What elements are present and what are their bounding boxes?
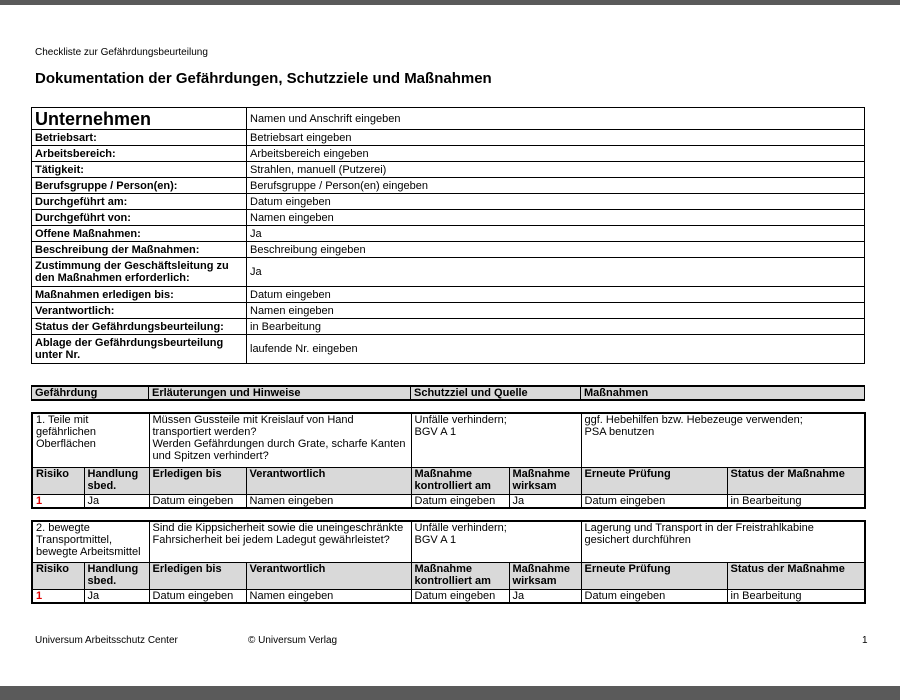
info-row [32, 146, 865, 162]
hazard-name: 1. Teile mit gefährlichen Oberflächen [32, 413, 149, 467]
column-header-erlaeuterungen: Erläuterungen und Hinweise [149, 386, 411, 400]
sub-header-kontrolliert: Maßnahme kontrolliert am [411, 467, 509, 494]
hazard-sub-header [32, 562, 865, 589]
kontrolliert-value[interactable]: Datum eingeben [411, 494, 509, 508]
info-label: Durchgeführt am: [32, 194, 247, 210]
hazard-values-row [32, 494, 865, 508]
info-label: Arbeitsbereich: [32, 146, 247, 162]
info-value[interactable]: Ja [247, 258, 865, 287]
sub-header-pruefung: Erneute Prüfung [581, 562, 727, 589]
info-value[interactable]: in Bearbeitung [247, 319, 865, 335]
erledigen-value[interactable]: Datum eingeben [149, 494, 246, 508]
hazard-measures: Lagerung und Transport in der Freistrahlkabine gesichert durchführen [581, 521, 865, 562]
sub-header-verantwortlich: Verantwortlich [246, 467, 411, 494]
info-label: Maßnahmen erledigen bis: [32, 287, 247, 303]
column-header-gefaehrdung: Gefährdung [32, 386, 149, 400]
info-row [32, 319, 865, 335]
footer-copyright: © Universum Verlag [248, 635, 338, 646]
wirksam-value[interactable]: Ja [509, 589, 581, 603]
top-frame-bar [0, 0, 900, 5]
info-value[interactable]: Datum eingeben [247, 287, 865, 303]
company-name-value[interactable]: Namen und Anschrift eingeben [247, 108, 865, 130]
hazard-explanation: Sind die Kippsicherheit sowie die uneingeschränkte Fahrsicherheit bei jedem Ladegut gewährleistet? [149, 521, 411, 562]
info-label: Tätigkeit: [32, 162, 247, 178]
verantwortlich-value[interactable]: Namen eingeben [246, 494, 411, 508]
sub-header-handlung: Handlung sbed. [84, 467, 149, 494]
info-row [32, 210, 865, 226]
info-value[interactable]: Namen eingeben [247, 210, 865, 226]
sub-header-handlung: Handlung sbed. [84, 562, 149, 589]
info-row [32, 194, 865, 210]
info-value[interactable]: Arbeitsbereich eingeben [247, 146, 865, 162]
hazard-table-header [31, 385, 865, 401]
info-value[interactable]: Berufsgruppe / Person(en) eingeben [247, 178, 865, 194]
sub-header-erledigen: Erledigen bis [149, 562, 246, 589]
risk-value[interactable]: 1 [32, 494, 84, 508]
info-value[interactable]: Datum eingeben [247, 194, 865, 210]
info-row [32, 162, 865, 178]
hazard-protection-goal: Unfälle verhindern; BGV A 1 [411, 521, 581, 562]
info-row [32, 226, 865, 242]
column-header-massnahmen: Maßnahmen [581, 386, 865, 400]
info-row [32, 335, 865, 364]
erledigen-value[interactable]: Datum eingeben [149, 589, 246, 603]
doc-caption: Checkliste zur Gefährdungsbeurteilung [35, 47, 208, 58]
sub-header-status: Status der Maßnahme [727, 562, 865, 589]
sub-header-status: Status der Maßnahme [727, 467, 865, 494]
info-label: Beschreibung der Maßnahmen: [32, 242, 247, 258]
info-label: Zustimmung der Geschäftsleitung zu den Maßnahmen erforderlich: [32, 258, 247, 287]
info-row [32, 287, 865, 303]
kontrolliert-value[interactable]: Datum eingeben [411, 589, 509, 603]
pruefung-value[interactable]: Datum eingeben [581, 494, 727, 508]
status-value[interactable]: in Bearbeitung [727, 589, 865, 603]
info-label: Verantwortlich: [32, 303, 247, 319]
info-row [32, 258, 865, 287]
info-value[interactable]: Beschreibung eingeben [247, 242, 865, 258]
info-label: Ablage der Gefährdungsbeurteilung unter Nr. [32, 335, 247, 364]
hazard-sub-header [32, 467, 865, 494]
info-label: Status der Gefährdungsbeurteilung: [32, 319, 247, 335]
sub-header-wirksam: Maßnahme wirksam [509, 467, 581, 494]
hazard-values-row [32, 589, 865, 603]
hazard-protection-goal: Unfälle verhindern; BGV A 1 [411, 413, 581, 467]
status-value[interactable]: in Bearbeitung [727, 494, 865, 508]
wirksam-value[interactable]: Ja [509, 494, 581, 508]
info-row [32, 178, 865, 194]
sub-header-risiko: Risiko [32, 562, 84, 589]
hazard-block-2 [31, 520, 866, 604]
info-row [32, 242, 865, 258]
info-value[interactable]: laufende Nr. eingeben [247, 335, 865, 364]
hazard-block-1 [31, 412, 866, 509]
info-label: Durchgeführt von: [32, 210, 247, 226]
info-value[interactable]: Ja [247, 226, 865, 242]
sub-header-verantwortlich: Verantwortlich [246, 562, 411, 589]
handlung-value[interactable]: Ja [84, 494, 149, 508]
info-row [32, 130, 865, 146]
page-title: Dokumentation der Gefährdungen, Schutzziele und Maßnahmen [35, 70, 492, 87]
info-label: Offene Maßnahmen: [32, 226, 247, 242]
info-heading-row [32, 108, 865, 130]
pruefung-value[interactable]: Datum eingeben [581, 589, 727, 603]
hazard-name: 2. bewegte Transportmittel, bewegte Arbeitsmittel [32, 521, 149, 562]
column-header-schutzziel: Schutzziel und Quelle [411, 386, 581, 400]
risk-value[interactable]: 1 [32, 589, 84, 603]
page-number: 1 [862, 635, 868, 646]
info-value[interactable]: Betriebsart eingeben [247, 130, 865, 146]
footer-left: Universum Arbeitsschutz Center [35, 635, 178, 646]
sub-header-pruefung: Erneute Prüfung [581, 467, 727, 494]
sub-header-risiko: Risiko [32, 467, 84, 494]
hazard-explanation: Müssen Gussteile mit Kreislauf von Hand transportiert werden? Werden Gefährdungen durch Grate, scharfe Kanten und Spitzen verhindert? [149, 413, 411, 467]
info-value[interactable]: Strahlen, manuell (Putzerei) [247, 162, 865, 178]
sub-header-kontrolliert: Maßnahme kontrolliert am [411, 562, 509, 589]
hazard-measures: ggf. Hebehilfen bzw. Hebezeuge verwenden; PSA benutzen [581, 413, 865, 467]
verantwortlich-value[interactable]: Namen eingeben [246, 589, 411, 603]
info-value[interactable]: Namen eingeben [247, 303, 865, 319]
info-label: Berufsgruppe / Person(en): [32, 178, 247, 194]
info-label: Betriebsart: [32, 130, 247, 146]
sub-header-wirksam: Maßnahme wirksam [509, 562, 581, 589]
handlung-value[interactable]: Ja [84, 589, 149, 603]
sub-header-erledigen: Erledigen bis [149, 467, 246, 494]
bottom-frame-bar [0, 686, 900, 700]
info-row [32, 303, 865, 319]
company-info-table [31, 107, 865, 364]
company-heading: Unternehmen [32, 108, 247, 130]
